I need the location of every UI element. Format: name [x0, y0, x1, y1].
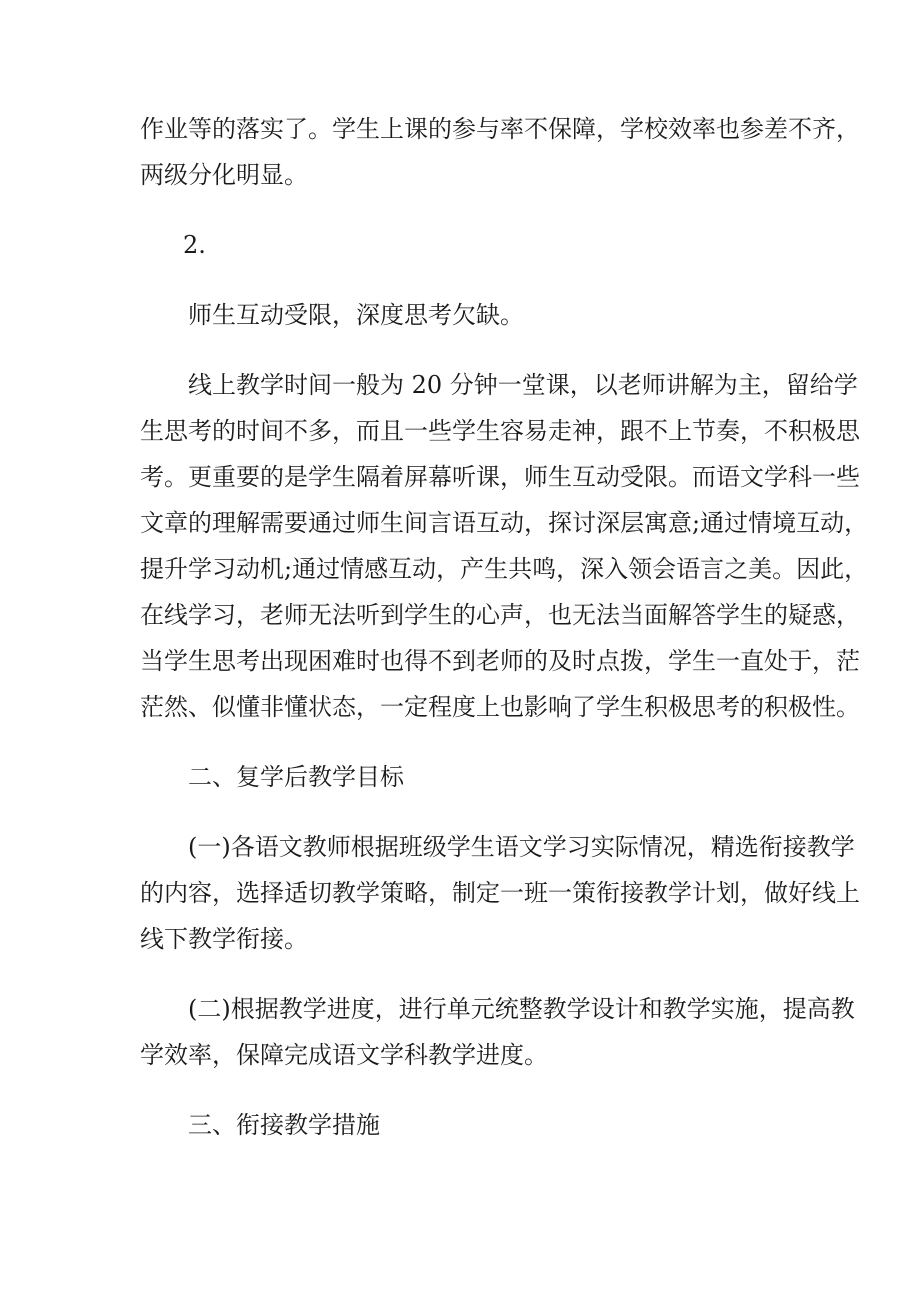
paragraph-line: (二)根据教学进度，进行单元统整教学设计和教学实施，提高教	[188, 995, 855, 1023]
paragraph-line: 文章的理解需要通过师生间言语互动，探讨深层寓意;通过情境互动，	[140, 509, 869, 537]
paragraph-line: 线上教学时间一般为 20 分钟一堂课，以老师讲解为主，留给学	[188, 371, 858, 399]
section-heading-text: 师生互动受限，深度思考欠缺。	[188, 301, 524, 329]
section-heading-goals	[140, 754, 780, 800]
paragraph-online-teaching	[140, 362, 869, 730]
paragraph-line: 作业等的落实了。学生上课的参与率不保障，学校效率也参差不齐，	[140, 115, 860, 143]
section-heading	[140, 292, 780, 338]
paragraph-line: 茫然、似懂非懂状态，一定程度上也影响了学生积极思考的积极性。	[140, 693, 860, 721]
paragraph-line: 考。更重要的是学生隔着屏幕听课，师生互动受限。而语文学科一些	[140, 463, 860, 491]
paragraph-line: 线下教学衔接。	[140, 925, 308, 953]
paragraph-line: 生思考的时间不多，而且一些学生容易走神，跟不上节奏，不积极思	[140, 417, 860, 445]
document-body	[140, 106, 869, 1148]
paragraph-line: 提升学习动机;通过情感互动，产生共鸣，深入领会语言之美。因此，	[140, 555, 869, 583]
paragraph-continuation	[140, 106, 860, 198]
paragraph-line: 在线学习，老师无法听到学生的心声，也无法当面解答学生的疑惑，	[140, 601, 860, 629]
section-heading-text: 三、衔接教学措施	[188, 1111, 380, 1139]
paragraph-line: 的内容，选择适切教学策略，制定一班一策衔接教学计划，做好线上	[140, 879, 860, 907]
paragraph-line: 两级分化明显。	[140, 161, 308, 189]
section-heading-measures	[140, 1102, 780, 1148]
section-heading-text: 二、复学后教学目标	[188, 763, 404, 791]
paragraph-line: (一)各语文教师根据班级学生语文学习实际情况，精选衔接教学	[188, 833, 855, 861]
section-number	[140, 222, 780, 268]
paragraph-line: 当学生思考出现困难时也得不到老师的及时点拨，学生一直处于，茫	[140, 647, 860, 675]
paragraph-goal-1	[140, 824, 860, 962]
section-number-text: 2.	[183, 231, 206, 259]
paragraph-goal-2	[140, 986, 855, 1078]
paragraph-line: 学效率，保障完成语文学科教学进度。	[140, 1041, 548, 1069]
